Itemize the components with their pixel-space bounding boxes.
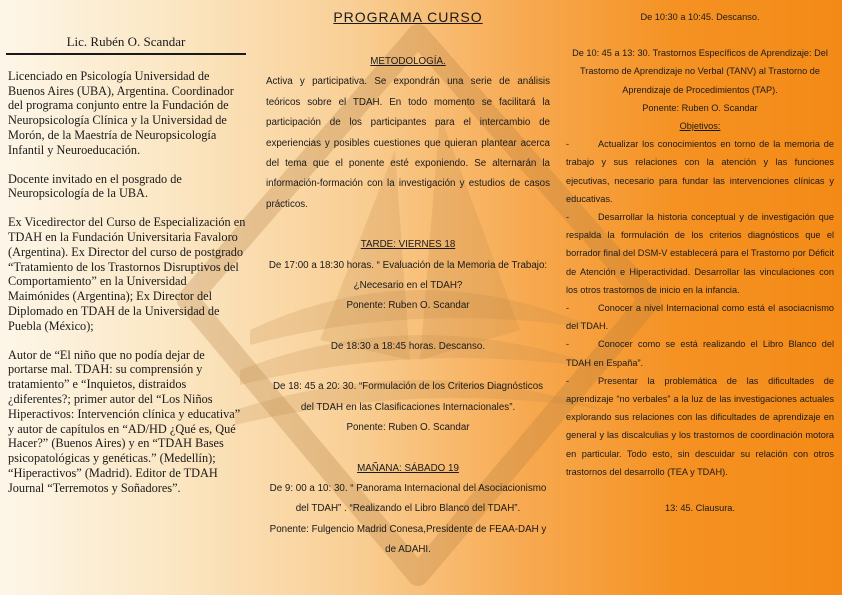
methodology-heading: METODOLOGÍA. <box>370 56 446 67</box>
closing: 13: 45. Clausura. <box>665 503 735 514</box>
afternoon-session-1: De 17:00 a 18:30 horas. “ Evaluación de la Memoria de Trabajo: ¿Necesario en el TDAH? <box>268 259 548 292</box>
bullet-dash: - <box>566 139 570 150</box>
morning-speaker-1: Ponente: Fulgencio Madrid Conesa,Presidente de FEAA-DAH y de ADAHI. <box>269 523 547 556</box>
objective-item: - Desarrollar la historia conceptual y de investigación que respalda la formulación de los criterios diagnósticos que el borrador final del DSM-V establecerá para el Trastorno por Déficit de Atención e Hiperactividad. Desarrollar las vinculaciones con los otros trastornos de inicio en la infancia. <box>566 208 834 299</box>
afternoon-heading: TARDE: VIERNES 18 <box>360 239 456 251</box>
bullet-dash: - <box>566 339 570 350</box>
objective-item: - Presentar la problemática de las dificultades de aprendizaje “no verbales” a la luz de las investigaciones actuales explorando sus relaciones con las dificultades de aprendizaje en general y las discalculias y los trastornos de coordinación motora en particular. Todo esto, sin descuidar su relación con otros trastornos del desarrollo (TEA y TDAH). <box>566 372 834 481</box>
morning-session-2: De 10: 45 a 13: 30. Trastornos Específicos de Aprendizaje: Del Trastorno de Aprendizaje no Verbal (TANV) al Trastorno de Aprendizaje de Procedimientos (TAP). <box>572 48 828 95</box>
bullet-dash: - <box>566 375 570 386</box>
afternoon-speaker-2: Ponente: Ruben O. Scandar <box>346 422 470 434</box>
afternoon-speaker-1: Ponente: Ruben O. Scandar <box>346 300 470 312</box>
objectives-heading: Objetivos: <box>679 121 721 132</box>
program-title: PROGRAMA CURSO <box>333 9 483 25</box>
afternoon-break: De 18:30 a 18:45 horas. Descanso. <box>330 340 486 352</box>
objective-item: - Conocer como se está realizando el Libro Blanco del TDAH en España”. <box>566 335 834 371</box>
bullet-dash: - <box>566 212 570 223</box>
morning-break: De 10:30 a 10:45. Descanso. <box>640 12 760 22</box>
schedule-objectives-column <box>566 0 834 517</box>
bio-paragraph: Docente invitado en el posgrado de Neuropsicología de la UBA. <box>8 171 182 201</box>
bullet-dash: - <box>566 303 570 314</box>
objective-item: - Actualizar los conocimientos en torno de la memoria de trabajo y sus relaciones con la atención y las funciones ejecutivas, necesario para fundar las intervenciones clínicas y educativas. <box>566 135 834 208</box>
morning-heading: MAÑANA: SÁBADO 19 <box>357 462 459 474</box>
morning-speaker-2: Ponente: Ruben O. Scandar <box>642 102 758 113</box>
biography-column <box>6 0 246 510</box>
author-name: Lic. Rubén O. Scandar <box>6 0 246 55</box>
objective-item: - Conocer a nivel Internacional como está el asociacnismo del TDAH. <box>566 299 834 335</box>
afternoon-session-2: De 18: 45 a 20: 30. “Formulación de los Criterios Diagnósticos del TDAH en las Clasificaciones Internacionales”. <box>272 381 544 413</box>
program-column <box>266 0 550 561</box>
bio-paragraph: Autor de “El niño que no podía dejar de portarse mal. TDAH: su comprensión y tratamiento” e “Inquietos, distraidos ¿diferentes?; primer autor del “Los Niños Hiperactivos: Intervención clínica y educativa” y autor de capítulos en “AD/HD ¿Qué es, Qué Hacer?” (Buenos Aires) y en “TDAH Bases psicopatológicas y genéticas.” (Medellín); “Hiperactivos” (Madrid). Editor de TDAH Journal “Terremotos y Soñadores”. <box>8 347 241 495</box>
bio-paragraph: Licenciado en Psicología Universidad de Buenos Aires (UBA), Argentina. Coordinador del programa conjunto entre la Fundación de Neuropsicología Clínica y la Universidad de Morón, de la Maestría de Neuropsicología Infantil y Neuroeducación. <box>8 68 234 157</box>
methodology-text: Activa y participativa. Se expondrán una serie de análisis teóricos sobre el TDAH. En todo momento se facilitará la participación de los participantes para el intercambio de experiencias y posibles cuestiones que quieran plantear acerca del tema que el ponente esté exponiendo. Se alternarán la información-formación con la investigación y estudios de casos prácticos. <box>266 76 550 210</box>
morning-session-1: De 9: 00 a 10: 30. “ Panorama Internacional del Asociacionismo del TDAH” . “Realizando el Libro Blanco del TDAH”. <box>269 482 547 515</box>
bio-paragraph: Ex Vicedirector del Curso de Especialización en TDAH en la Fundación Universitaria Favaloro (Argentina). Ex Director del curso de postgrado “Tratamiento de los Trastornos Disruptivos del Comportamiento” en la Universidad Maimónides (Argentina); Ex Director del Diplomado en TDAH de la Universidad de Puebla (México); <box>8 215 246 333</box>
